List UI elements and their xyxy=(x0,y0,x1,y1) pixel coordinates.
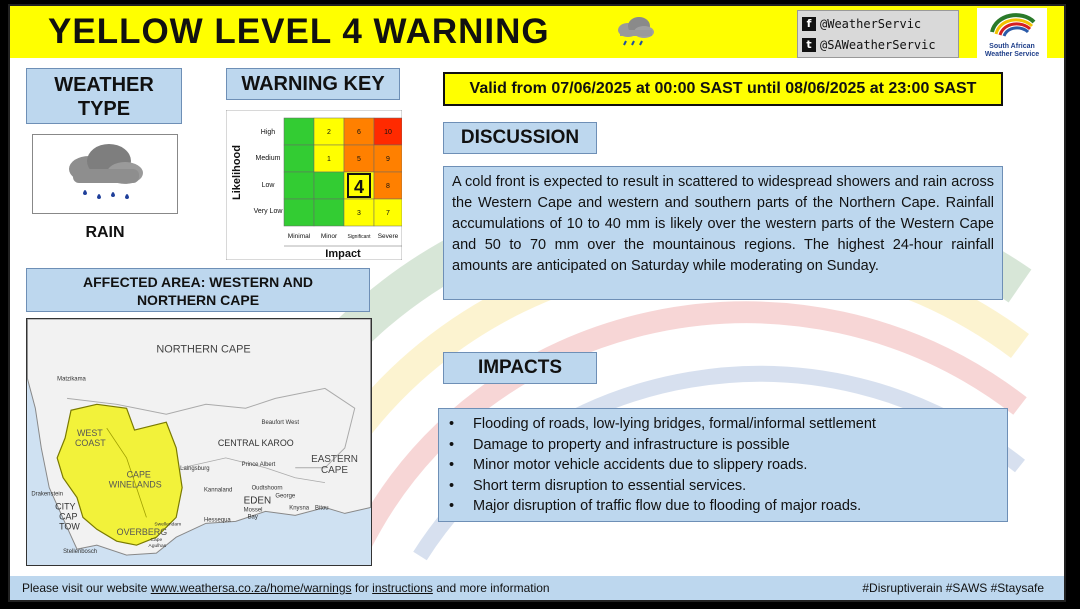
map-label: Knysna xyxy=(289,505,310,512)
weather-type-line-1: WEATHER xyxy=(54,74,154,96)
impact-axis-label: Impact xyxy=(325,248,361,260)
weather-type-line-2: TYPE xyxy=(77,98,131,120)
weather-type-icon-box xyxy=(32,134,178,214)
map-label: Matzikama xyxy=(57,376,86,383)
col-label-severe: Severe xyxy=(377,233,399,240)
map-label: TOW xyxy=(59,521,80,532)
list-item xyxy=(449,455,997,476)
rain-cloud-icon xyxy=(33,135,179,215)
affected-area-heading xyxy=(26,268,370,312)
logo-line-1: South African xyxy=(989,43,1035,50)
validity-banner: Valid from 07/06/2025 at 00:00 SAST until 08/06/2025 at 23:00 SAST xyxy=(443,72,1003,106)
col-label-significant: Significant xyxy=(347,234,371,240)
impacts-heading: IMPACTS xyxy=(443,352,597,384)
bullet: • xyxy=(449,498,455,514)
cell-value: 8 xyxy=(386,183,390,190)
map-label: Swellendam xyxy=(154,522,182,528)
list-item xyxy=(449,435,997,456)
cell-value: 5 xyxy=(357,156,361,163)
map-label: Drakenstein xyxy=(31,491,64,498)
warning-matrix xyxy=(226,110,402,260)
social-handles xyxy=(797,10,959,58)
cell-high-minimal xyxy=(284,118,314,145)
warning-key-heading: WARNING KEY xyxy=(226,68,400,100)
col-label-minimal: Minimal xyxy=(287,233,311,240)
cell-low-minimal xyxy=(284,172,314,199)
impacts-list xyxy=(438,408,1008,522)
warning-infographic xyxy=(8,4,1066,602)
map-label: Cape xyxy=(150,538,163,544)
map-label: Bitou xyxy=(315,505,329,512)
bullet: • xyxy=(449,416,455,432)
map-label: CENTRAL KAROO xyxy=(217,437,294,448)
bullet: • xyxy=(449,457,455,473)
footer-hashtags: #Disruptiverain #SAWS #Staysafe xyxy=(862,581,1044,595)
cell-value: 2 xyxy=(327,129,331,136)
footer-info xyxy=(22,576,550,600)
cell-verylow-minor xyxy=(314,199,344,226)
map-label: NORTHERN CAPE xyxy=(156,343,251,356)
map-label: Prince Albert xyxy=(241,461,276,468)
impact-text: Major disruption of traffic flow due to flooding of major roads. xyxy=(473,498,862,514)
discussion-text: A cold front is expected to result in scattered to widespread showers and rain across the Western Cape and western and southern parts of the Northern Cape. Rainfall accumulations of 10 to 40 mm is likely over the western parts of the Western Cape and 50 to 70 mm over the mountainous regions. The highest 24-hour rainfall amounts are anticipated on Saturday while moderating on Sunday. xyxy=(443,166,1003,300)
map-label: EASTERN xyxy=(311,453,358,465)
col-label-minor: Minor xyxy=(320,233,338,240)
facebook-icon: f xyxy=(802,17,816,31)
affected-area-line-1: AFFECTED AREA: WESTERN AND xyxy=(83,274,313,290)
highlighted-level: 4 xyxy=(353,177,365,197)
map-label: George xyxy=(275,493,296,500)
map-label: CITY xyxy=(55,501,76,512)
row-label-very-low: Very Low xyxy=(253,208,283,215)
map-label: WEST xyxy=(76,428,103,439)
map-label: COAST xyxy=(75,437,106,448)
cell-low-minor xyxy=(314,172,344,199)
cell-value: 10 xyxy=(384,129,392,136)
saws-logo xyxy=(977,8,1047,58)
map-label: Beaufort West xyxy=(261,420,300,427)
list-item xyxy=(449,414,997,435)
footer-middle: for xyxy=(351,581,373,595)
map-label: Kannaland xyxy=(203,487,233,494)
instructions-link[interactable]: instructions xyxy=(372,581,433,595)
row-label-medium: Medium xyxy=(255,155,281,162)
rain-cloud-icon xyxy=(614,16,656,50)
map-label: Hessequa xyxy=(203,517,231,524)
cell-value: 1 xyxy=(327,156,331,163)
impact-text: Minor motor vehicle accidents due to slippery roads. xyxy=(473,457,808,473)
cell-value: 6 xyxy=(357,129,361,136)
facebook-handle: @WeatherServic xyxy=(820,16,922,31)
list-item xyxy=(449,496,997,517)
saws-emblem-icon xyxy=(982,8,1042,38)
impact-text: Short term disruption to essential services. xyxy=(473,477,747,494)
twitter-row[interactable] xyxy=(802,34,954,55)
map-label: OVERBERG xyxy=(116,527,168,538)
weather-type-label: RAIN xyxy=(85,224,125,241)
discussion-heading: DISCUSSION xyxy=(443,122,597,154)
affected-area-line-2: NORTHERN CAPE xyxy=(136,292,260,308)
bullet: • xyxy=(449,477,455,494)
map-label: Oudtshoorn xyxy=(251,485,283,492)
footer-suffix: and more information xyxy=(432,581,550,595)
header-banner xyxy=(10,6,1064,58)
affected-area-map xyxy=(26,318,372,566)
row-label-low: Low xyxy=(261,182,275,189)
bullet: • xyxy=(449,436,455,453)
twitter-handle: @SAWeatherServic xyxy=(820,37,936,52)
row-label-high: High xyxy=(260,129,276,136)
cell-value: 9 xyxy=(386,156,390,163)
footer-prefix: Please visit our website xyxy=(22,581,151,595)
map-label: Laingsburg xyxy=(180,465,210,472)
cell-verylow-minimal xyxy=(284,199,314,226)
cell-value: 3 xyxy=(357,210,361,217)
map-label: EDEN xyxy=(243,495,272,507)
map-label: CAP xyxy=(59,511,78,522)
website-link[interactable]: www.weathersa.co.za/home/warnings xyxy=(150,581,352,595)
map-label: CAPE xyxy=(126,469,151,480)
map-label: CAPE xyxy=(321,464,348,476)
map-label: Stellenbosch xyxy=(63,549,98,556)
facebook-row[interactable] xyxy=(802,13,954,34)
weather-type-heading xyxy=(26,68,182,124)
list-item xyxy=(449,476,997,497)
likelihood-axis-label: Likelihood xyxy=(231,145,243,200)
cell-medium-minimal xyxy=(284,145,314,172)
map-label: Agulhas xyxy=(148,544,167,550)
twitter-icon: t xyxy=(802,38,816,52)
footer-bar xyxy=(10,576,1064,600)
logo-line-2: Weather Service xyxy=(984,51,1040,58)
page-title: YELLOW LEVEL 4 WARNING xyxy=(48,12,550,51)
map-label: WINELANDS xyxy=(108,479,162,490)
map-label: Bay xyxy=(247,514,258,521)
impact-text: Damage to property and infrastructure is possible xyxy=(473,436,790,453)
map-label: Mossel xyxy=(243,507,263,514)
impact-text: Flooding of roads, low-lying bridges, formal/informal settlement xyxy=(473,416,876,432)
cell-value: 7 xyxy=(386,210,390,217)
